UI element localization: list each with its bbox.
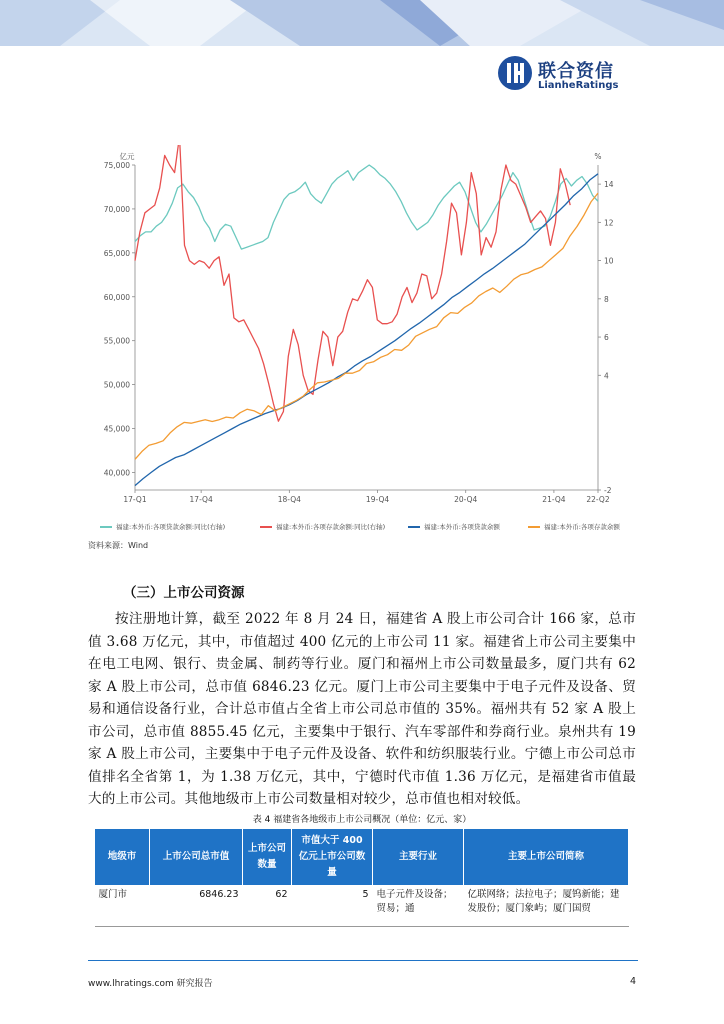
city-listed-companies-table [94, 828, 629, 927]
right-tick-label: 12 [604, 218, 614, 228]
legend-item-loan-balance [408, 522, 500, 531]
footer-divider [88, 960, 638, 961]
page-number: 4 [630, 976, 637, 987]
series-line-1 [135, 145, 570, 421]
logo-chinese: 联合资信 [538, 61, 614, 82]
left-tick-label: 75,000 [103, 161, 130, 170]
right-tick-label: 14 [604, 180, 614, 190]
right-tick-label: 6 [604, 333, 609, 343]
col-header-city: 地级市 [95, 829, 150, 886]
legend-label: 福建:本外币:各项存款余额:同比(右轴) [276, 523, 386, 531]
left-tick-label: 55,000 [103, 336, 130, 346]
chart-legend [100, 522, 640, 534]
body-paragraph: 按注册地计算，截至 2022 年 8 月 24 日，福建省 A 股上市公司合计 166 家，总市值 3.68 万亿元，其中，市值超过 400 亿元的上市公司 11 家。福建省上市公司主要集中在电工电网、银行、贵金属、制药等行业。厦门和福州上市公司数量最多，厦门共有 62 家 A 股上市公司，总市值 6846.23 亿元。厦门上市公司主要集中于电子元件及设备、贸易和通信设备行业，合计总市值占全省上市公司总市值的 35%。福州共有 52 家 A 股上市公司，总市值 8855.45 亿元，主要集中于银行、汽车零部件和券商行业。泉州共有 19 家 A 股上市公司，主要集中于电子元件及设备、软件和纺织服装行业。宁德上市公司总市值排名全省第 1，为 1.38 万亿元，其中，宁德时代市值 1.36 万亿元，是福建省市值最大的上市公司。其他地级市上市公司数量相对较少，总市值也相对较低。 [88, 611, 636, 807]
header-banner [0, 0, 724, 46]
col-header-company-count: 上市公司数量 [243, 829, 292, 886]
section-title: （三）上市公司资源 [123, 585, 245, 601]
x-tick-label: 18-Q4 [277, 495, 301, 504]
right-axis-unit: % [594, 152, 602, 161]
table-row [95, 886, 629, 927]
legend-label: 福建:本外币:各项贷款余额 [424, 523, 500, 531]
cell-company-count: 62 [243, 886, 292, 927]
x-tick-label: 17-Q1 [123, 495, 147, 504]
right-tick-label: -2 [604, 486, 612, 495]
left-axis-unit: 亿元 [119, 152, 135, 161]
cell-market-value: 6846.23 [150, 886, 243, 927]
lianhe-ratings-logo [498, 56, 638, 96]
col-header-main-companies: 主要上市公司简称 [464, 829, 629, 886]
cell-industry-text: 电子元件及设备；贸易；通 [376, 889, 453, 914]
legend-label: 福建:本外币:各项贷款余额:同比(右轴) [116, 523, 226, 531]
left-tick-label: 50,000 [103, 380, 130, 390]
legend-item-deposit-yoy [260, 522, 385, 531]
footer-text: www.lhratings.com 研究报告 [88, 979, 213, 989]
left-tick-label: 40,000 [103, 468, 130, 478]
right-tick-label: 4 [604, 371, 609, 381]
left-tick-label: 45,000 [103, 424, 130, 434]
cell-industry [373, 886, 464, 927]
legend-item-deposit-balance [528, 522, 620, 531]
table-caption: 表 4 福建省各地级市上市公司概况（单位：亿元、家） [252, 815, 472, 825]
table-header-row [95, 829, 629, 886]
cell-over-400: 5 [292, 886, 373, 927]
logo-mark-icon [498, 56, 532, 90]
series-line-3 [135, 193, 598, 459]
left-tick-label: 70,000 [103, 204, 130, 214]
cell-companies [464, 886, 629, 927]
x-tick-label: 21-Q4 [542, 495, 566, 504]
x-tick-label: 19-Q4 [365, 495, 390, 504]
col-header-main-industry: 主要行业 [373, 829, 464, 886]
logo-english: LianheRatings [538, 80, 619, 91]
cell-city: 厦门市 [95, 886, 150, 927]
x-tick-label: 17-Q4 [189, 495, 213, 504]
left-tick-label: 60,000 [103, 292, 130, 302]
col-header-total-market-value: 上市公司总市值 [150, 829, 243, 886]
col-header-over-400: 市值大于 400 亿元上市公司数量 [292, 829, 373, 886]
cell-companies-text: 亿联网络；法拉电子；厦钨新能；建发股份；厦门象屿；厦门国贸 [467, 889, 620, 914]
right-tick-label: 8 [604, 294, 609, 304]
left-tick-label: 65,000 [103, 248, 130, 258]
x-tick-label: 20-Q4 [454, 495, 478, 504]
x-tick-label: 22-Q2 [586, 495, 610, 504]
chart-source: 资料来源：Wind [88, 541, 149, 550]
legend-label: 福建:本外币:各项存款余额 [544, 523, 620, 531]
loan-deposit-chart [95, 145, 625, 520]
right-tick-label: 10 [604, 256, 614, 266]
legend-item-loan-yoy [100, 522, 225, 531]
series-line-0 [135, 165, 598, 249]
